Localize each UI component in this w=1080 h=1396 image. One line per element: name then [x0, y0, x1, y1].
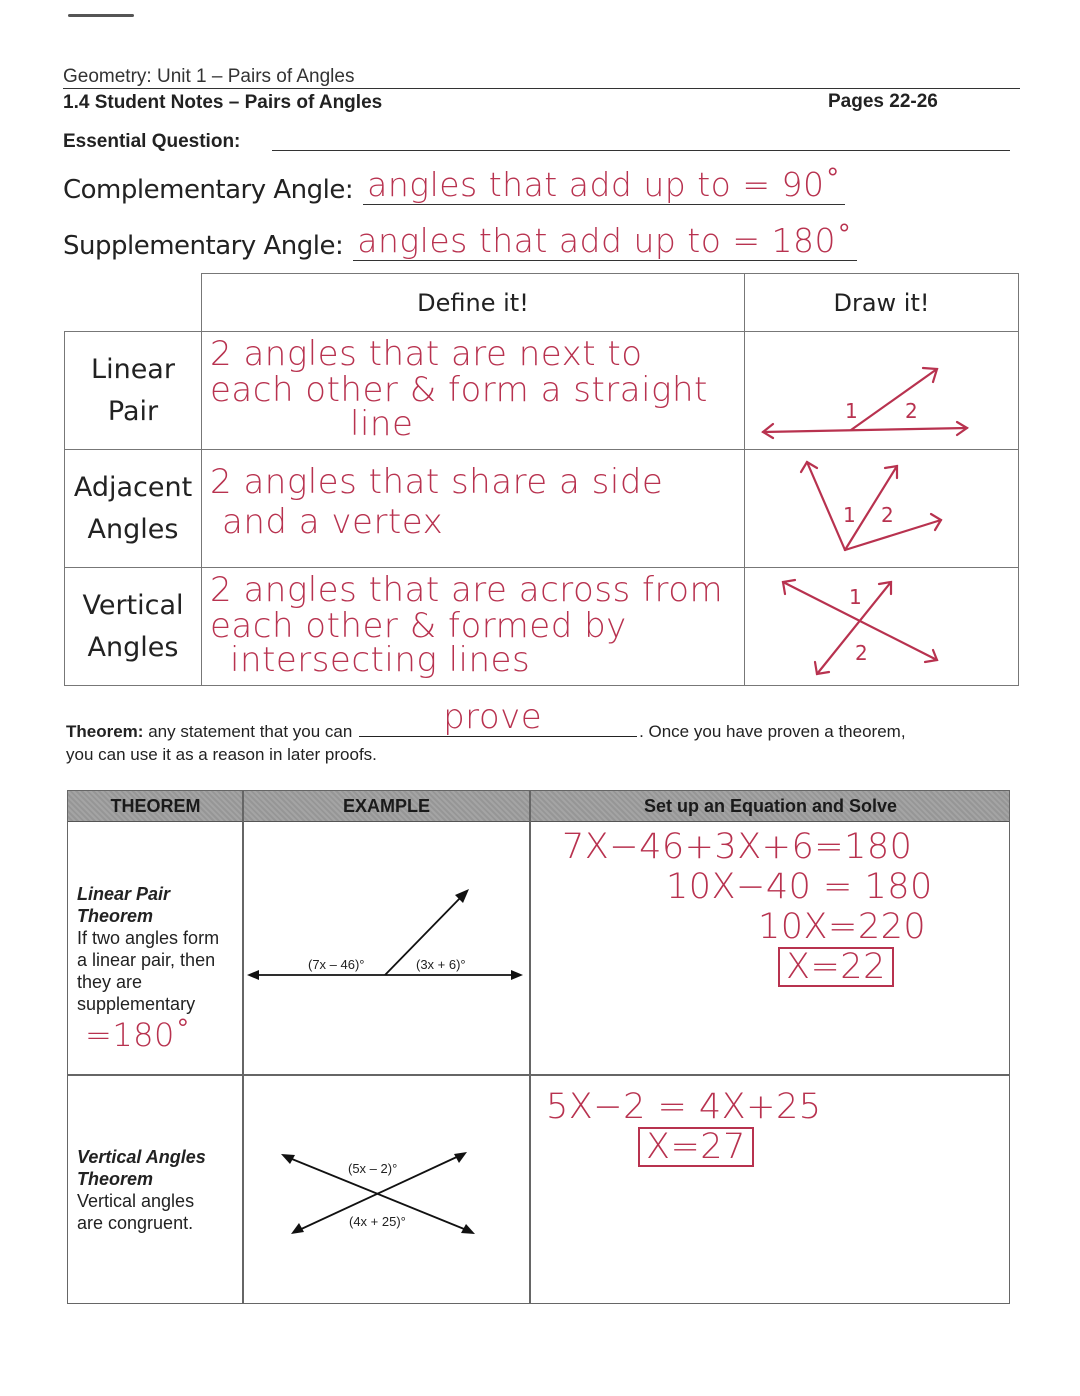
vertical-angles-answer: X=27	[638, 1127, 754, 1167]
corner-mark	[68, 14, 134, 17]
work-line: 5X−2 = 4X+25	[546, 1087, 822, 1127]
example-angle-label: (3x + 6)°	[416, 957, 466, 972]
theorem-definition	[66, 697, 906, 742]
vertical-angles-definition	[201, 567, 745, 686]
example-angle-label: (5x – 2)°	[348, 1161, 398, 1176]
linear-pair-work	[562, 827, 933, 987]
define-header: Define it!	[201, 273, 745, 332]
supplementary-answer: angles that add up to = 180˚	[353, 222, 857, 261]
definition-line: line	[350, 404, 414, 444]
adjacent-angles-definition	[201, 449, 745, 568]
notes-title: 1.4 Student Notes – Pairs of Angles	[63, 92, 383, 113]
example-angle-label: (4x + 25)°	[349, 1214, 406, 1229]
linear-pair-answer: X=22	[778, 947, 894, 987]
definition-line: each other & formed by	[210, 606, 627, 646]
row-name-vertical-angles	[64, 567, 202, 686]
theorem-text-after: . Once you have proven a theorem,	[639, 722, 906, 741]
unit-title: Geometry: Unit 1 – Pairs of Angles	[63, 66, 355, 87]
theorem-title: Theorem	[77, 906, 154, 926]
draw-header: Draw it!	[744, 273, 1019, 332]
theorem-text-before: any statement that you can	[148, 722, 353, 741]
svg-text:1: 1	[843, 503, 856, 527]
theorem-blank-answer: prove	[443, 697, 543, 737]
complementary-answer: angles that add up to = 90˚	[363, 166, 845, 205]
svg-text:2: 2	[855, 641, 868, 665]
vertical-angles-drawing	[744, 567, 1019, 686]
answer-wrap	[562, 947, 933, 987]
example-angle-label: (7x – 46)°	[308, 957, 365, 972]
row-name-line1: Adjacent	[73, 471, 193, 503]
theorem-title: Theorem	[77, 1169, 154, 1189]
vertical-angles-diagram-icon	[745, 568, 1020, 687]
essential-question-field[interactable]	[272, 150, 1010, 151]
theorem-body-line: Vertical angles	[77, 1191, 195, 1211]
linear-pair-diagram-icon	[745, 332, 1020, 451]
theorem-body-line: are congruent.	[77, 1213, 194, 1233]
work-line: 7X−46+3X+6=180	[562, 827, 913, 867]
row-name-line2: Angles	[87, 513, 179, 545]
essential-question-label: Essential Question:	[63, 131, 241, 152]
row-divider	[68, 1074, 1009, 1076]
answer-wrap	[546, 1127, 822, 1167]
svg-text:1: 1	[845, 399, 858, 423]
svg-text:1: 1	[849, 585, 862, 609]
definition-line: 2 angles that are across from	[210, 570, 724, 610]
svg-text:2: 2	[881, 503, 894, 527]
header-theorem: THEOREM	[110, 796, 201, 816]
linear-pair-example-diagram-icon	[243, 881, 530, 991]
definition-line: and a vertex	[222, 502, 444, 542]
vertical-angles-theorem	[77, 1146, 206, 1234]
theorem-body-line: a linear pair, then	[77, 950, 216, 970]
theorem-body-line: supplementary	[77, 994, 196, 1014]
theorem-label: Theorem:	[66, 722, 144, 741]
row-name-line2: Pair	[107, 395, 159, 427]
adjacent-angles-drawing	[744, 449, 1019, 568]
complementary-definition	[63, 166, 845, 205]
theorem-title: Linear Pair	[77, 884, 171, 904]
row-name-line1: Linear	[91, 353, 175, 385]
definition-line: 2 angles that share a side	[210, 462, 664, 502]
angle-pairs-table	[64, 273, 1019, 686]
vertical-angles-example-diagram-icon	[243, 1141, 530, 1251]
theorem-note: =180˚	[85, 1016, 192, 1054]
row-name-line2: Angles	[87, 631, 179, 663]
linear-pair-drawing	[744, 331, 1019, 450]
work-line: 10X=220	[758, 907, 927, 947]
linear-pair-theorem	[77, 883, 219, 1055]
adjacent-angles-diagram-icon	[745, 450, 1020, 569]
header-rule	[63, 88, 1020, 89]
work-line: 10X−40 = 180	[666, 867, 933, 907]
row-name-adjacent-angles	[64, 449, 202, 568]
linear-pair-definition	[201, 331, 745, 450]
theorem-definition-line2: you can use it as a reason in later proofs.	[66, 745, 377, 764]
theorem-table	[67, 790, 1010, 1304]
theorem-blank-field[interactable]	[359, 697, 637, 737]
svg-text:2: 2	[905, 399, 918, 423]
definition-line: intersecting lines	[230, 640, 531, 680]
supplementary-definition	[63, 222, 857, 261]
row-name-line1: Vertical	[82, 589, 184, 621]
definition-line: 2 angles that are next to	[210, 334, 643, 374]
row-name-linear-pair	[64, 331, 202, 450]
theorem-title: Vertical Angles	[77, 1147, 206, 1167]
vertical-angles-work	[546, 1087, 822, 1167]
theorem-body-line: they are	[77, 972, 143, 992]
header-solve: Set up an Equation and Solve	[643, 796, 898, 816]
supplementary-label: Supplementary Angle:	[63, 231, 344, 261]
complementary-label: Complementary Angle:	[63, 175, 354, 205]
page-range: Pages 22-26	[828, 91, 938, 112]
definition-line: each other & form a straight	[210, 370, 708, 410]
header-example: EXAMPLE	[342, 796, 430, 816]
theorem-body-line: If two angles form	[77, 928, 220, 948]
